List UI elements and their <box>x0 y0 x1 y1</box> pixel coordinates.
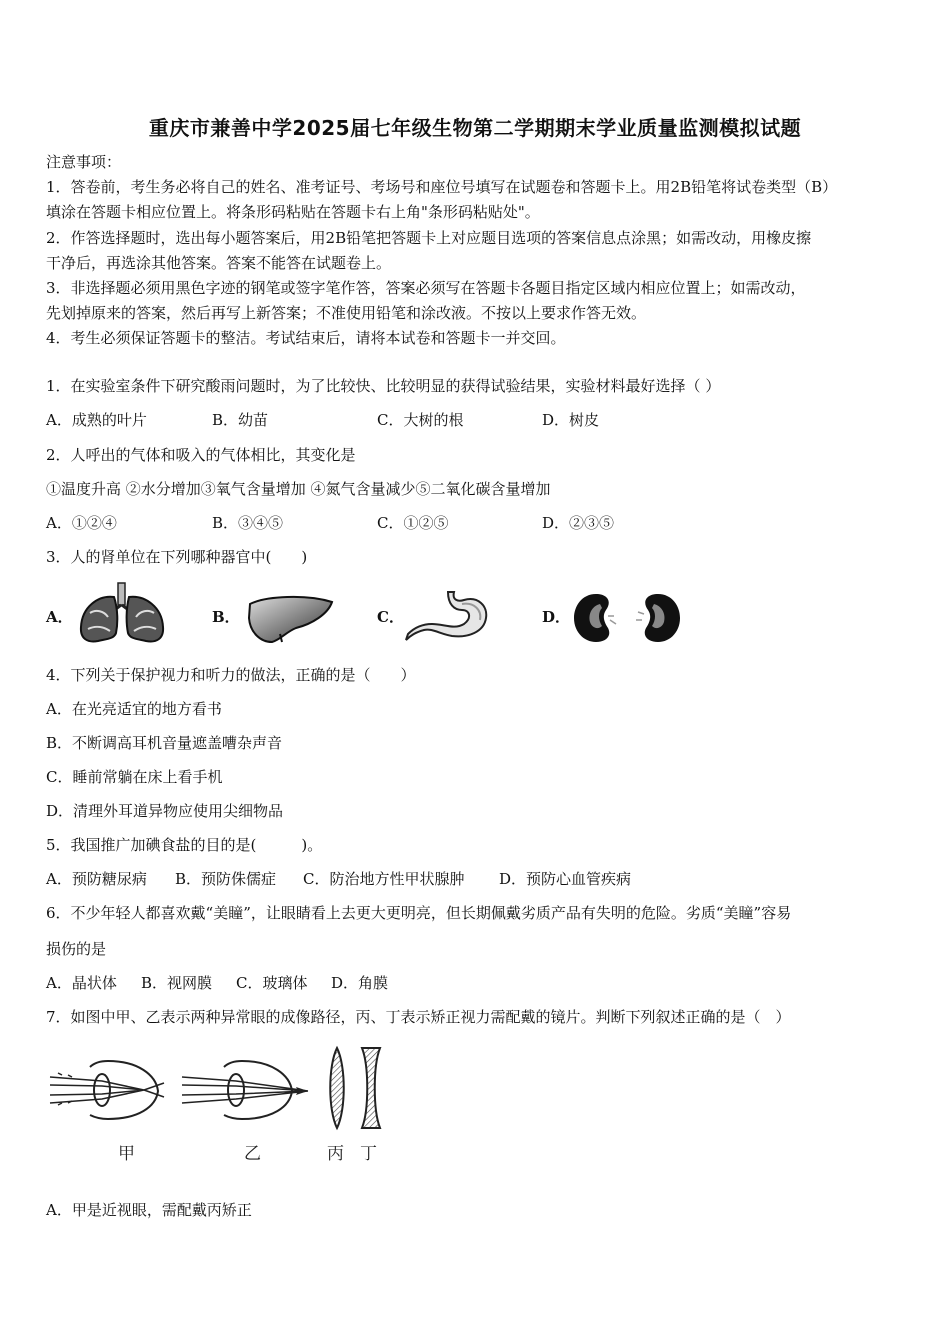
notice-line: 4．考生必须保证答题卡的整洁。考试结束后，请将本试卷和答题卡一并交回。 <box>46 329 566 347</box>
kidney-icon <box>572 592 682 644</box>
q6-option-b[interactable]: B．视网膜 <box>141 974 213 992</box>
q1-option-c[interactable]: C．大树的根 <box>377 411 464 429</box>
q4-option-d[interactable]: D．清理外耳道异物应使用尖细物品 <box>46 802 284 820</box>
eye-diagram-yi <box>180 1055 320 1125</box>
liver-icon <box>246 594 336 644</box>
notice-heading: 注意事项： <box>46 153 122 171</box>
question-2-stem: 2．人呼出的气体和吸入的气体相比，其变化是 <box>46 446 356 464</box>
q7-option-a[interactable]: A．甲是近视眼，需配戴丙矫正 <box>46 1201 252 1219</box>
question-2-items: ①温度升高 ②水分增加③氧气含量增加 ④氮气含量减少⑤二氧化碳含量增加 <box>46 480 551 498</box>
caption-ding: 丁 <box>360 1144 377 1164</box>
q2-option-a[interactable]: A．①②④ <box>46 514 117 532</box>
q5-option-a[interactable]: A．预防糖尿病 <box>46 870 147 888</box>
notice-line: 干净后，再选涂其他答案。答案不能答在试题卷上。 <box>46 254 392 272</box>
question-4-stem: 4．下列关于保护视力和听力的做法，正确的是（ ） <box>46 666 416 684</box>
eye-diagram-jia <box>48 1055 170 1125</box>
q2-option-b[interactable]: B．③④⑤ <box>212 514 284 532</box>
page-title: 重庆市兼善中学2025届七年级生物第二学期期末学业质量监测模拟试题 <box>148 116 802 140</box>
q3-option-c[interactable]: C． <box>377 608 404 626</box>
question-5-stem: 5．我国推广加碘食盐的目的是( )。 <box>46 836 323 854</box>
q3-option-a[interactable]: A． <box>46 608 73 626</box>
question-1-stem: 1．在实验室条件下研究酸雨问题时，为了比较快、比较明显的获得试验结果，实验材料最好选择（ ） <box>46 377 721 395</box>
lungs-icon <box>78 583 166 645</box>
notice-line: 填涂在答题卡相应位置上。将条形码粘贴在答题卡右上角"条形码粘贴处"。 <box>46 203 540 221</box>
q5-option-b[interactable]: B．预防侏儒症 <box>175 870 277 888</box>
q2-option-c[interactable]: C．①②⑤ <box>377 514 449 532</box>
q3-option-b[interactable]: B． <box>212 608 240 626</box>
question-6-stem: 6．不少年轻人都喜欢戴“美瞳”，让眼睛看上去更大更明亮，但长期佩戴劣质产品有失明的危险。劣质“美瞳”容易 <box>46 904 792 922</box>
concave-lens-icon <box>360 1046 382 1130</box>
question-6-stem-cont: 损伤的是 <box>46 940 107 958</box>
q6-option-a[interactable]: A．晶状体 <box>46 974 117 992</box>
q1-option-d[interactable]: D．树皮 <box>542 411 600 429</box>
notice-line: 1．答卷前，考生务必将自己的姓名、准考证号、考场号和座位号填写在试题卷和答题卡上。用2B铅笔将试卷类型（B） <box>46 178 838 196</box>
q6-option-d[interactable]: D．角膜 <box>331 974 389 992</box>
caption-jia: 甲 <box>118 1144 135 1164</box>
q1-option-a[interactable]: A．成熟的叶片 <box>46 411 147 429</box>
stomach-icon <box>404 590 492 642</box>
notice-line: 3．非选择题必须用黑色字迹的钢笔或签字笔作答，答案必须写在答题卡各题目指定区域内相应位置上；如需改动， <box>46 279 806 297</box>
q2-option-d[interactable]: D．②③⑤ <box>542 514 615 532</box>
caption-bing: 丙 <box>327 1144 344 1164</box>
convex-lens-icon <box>326 1046 348 1130</box>
q1-option-b[interactable]: B．幼苗 <box>212 411 269 429</box>
question-7-stem: 7．如图中甲、乙表示两种异常眼的成像路径，丙、丁表示矫正视力需配戴的镜片。判断下列叙述正确的是（ ） <box>46 1008 791 1026</box>
q3-option-d[interactable]: D． <box>542 608 571 626</box>
caption-yi: 乙 <box>244 1144 261 1164</box>
q4-option-c[interactable]: C．睡前常躺在床上看手机 <box>46 768 223 786</box>
notice-line: 2．作答选择题时，选出每小题答案后，用2B铅笔把答题卡上对应题目选项的答案信息点涂黑；如需改动，用橡皮擦 <box>46 229 812 247</box>
q5-option-c[interactable]: C．防治地方性甲状腺肿 <box>303 870 465 888</box>
q6-option-c[interactable]: C．玻璃体 <box>236 974 308 992</box>
notice-line: 先划掉原来的答案，然后再写上新答案；不准使用铅笔和涂改液。不按以上要求作答无效。 <box>46 304 647 322</box>
q4-option-a[interactable]: A．在光亮适宜的地方看书 <box>46 700 222 718</box>
question-3-stem: 3．人的肾单位在下列哪种器官中( ) <box>46 548 308 566</box>
q4-option-b[interactable]: B．不断调高耳机音量遮盖嘈杂声音 <box>46 734 283 752</box>
q5-option-d[interactable]: D．预防心血管疾病 <box>499 870 632 888</box>
